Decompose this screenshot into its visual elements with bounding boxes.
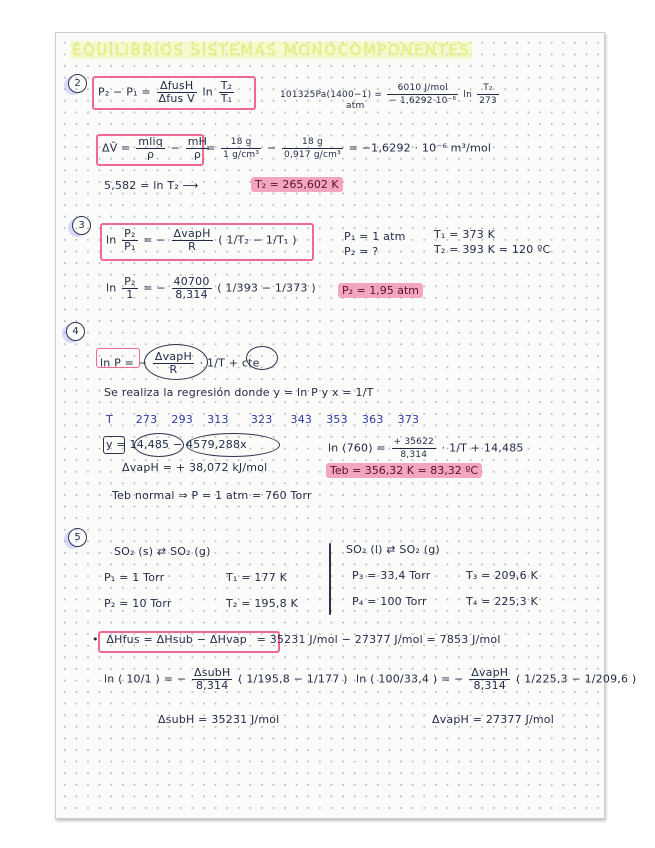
section-5-dvap-result: ΔvapH = 27377 J/mol [432, 713, 554, 726]
section-4-lnp-box [96, 348, 140, 368]
section-4-intercept-oval [134, 433, 184, 457]
section-5-p1: P₁ = 1 Torr [104, 571, 165, 584]
section-3-p2: P₂ = ? [344, 245, 379, 258]
section-5-t3: T₃ = 209,6 K [466, 569, 538, 582]
section-2-final: 5,582 = ln T₂ ⟶ [104, 179, 199, 192]
section-4-slope-oval [144, 344, 208, 380]
section-2-atm-unit: atm [346, 101, 365, 111]
section-5-left-reaction: SO₂ (s) ⇄ SO₂ (g) [114, 545, 211, 558]
section-5-t4: T₄ = 225,3 K [466, 595, 538, 608]
section-5-right-reaction: SO₂ (l) ⇄ SO₂ (g) [346, 543, 440, 556]
section-5-left-calc: ln ( 10/1 ) = − $\frac{\text{ΔsubH}}{8,314}$ ( 1/195,8 − 1/177 ) [104, 666, 348, 692]
section-4-regression-text: Se realiza la regresión donde y = ln P y x = 1/T [104, 386, 374, 399]
section-2-formula: P₂ − P₁ = $\frac{\text{ΔfusH}}{\text{Δfus V̄}}$ ln $\frac{\text{T₂}}{\text{T₁}}$ [98, 79, 233, 105]
section-5-number: 5 [68, 528, 87, 547]
section-4-y-box [103, 436, 125, 454]
page-title: EQUILIBRIOS SISTEMAS MONOCOMPONENTES [72, 41, 471, 59]
section-4-number: 4 [66, 322, 85, 341]
section-2-calculation: 101325Pa(1400−1) = $\frac{\text{6010 J/mol}}{\text{− 1,6292·10⁻⁶}}$ ln $\frac{\text{T₂}}{273}$ [280, 83, 497, 106]
section-4-regression-line: y = 14,485 − 4579,288x [106, 438, 247, 451]
section-4-slope-value-oval [186, 433, 280, 457]
section-5-p2: P₂ = 10 Torr [104, 597, 172, 610]
section-4-teb-highlight: Teb = 356,32 K = 83,32 ºC [326, 463, 482, 478]
section-3-number: 3 [72, 216, 91, 235]
section-5-p4: P₄ = 100 Torr [352, 595, 427, 608]
section-5-dhfus: • ΔHfus = ΔHsub − ΔHvap = 35231 J/mol − 27377 J/mol = 7853 J/mol [92, 633, 501, 646]
section-3-formula: ln $\frac{\text{P₂}}{\text{P₁}}$ = − $\frac{\text{ΔvapH}}{R}$ ( 1/T₂ − 1/T₁ ) [106, 227, 297, 253]
section-4-temperature-row: T 273 293 313 323 343 353 363 373 [106, 413, 420, 426]
section-5-p3: P₃ = 33,4 Torr [352, 569, 431, 582]
section-4-teb-normal: Teb normal ⇒ P = 1 atm = 760 Torr [112, 489, 312, 502]
section-3-t2: T₂ = 393 K = 120 ºC [434, 243, 551, 256]
section-2-number: 2 [68, 74, 87, 93]
section-5-t1: T₁ = 177 K [226, 571, 288, 584]
section-4-formula: ln P = − $\frac{\text{ΔvapH}}{R}$ · 1/T + cte [100, 350, 260, 376]
section-5-divider [329, 543, 331, 615]
section-2-result-highlight: T₂ = 265,602 K [251, 177, 343, 192]
notebook-page [55, 32, 637, 819]
section-5-dsub-result: ΔsubH = 35231 J/mol [158, 713, 280, 726]
section-5-right-calc: ln ( 100/33,4 ) = − $\frac{\text{ΔvapH}}{8,314}$ ( 1/225,3 − 1/209,6 ) [356, 666, 637, 692]
section-3-p1: P₁ = 1 atm [344, 230, 406, 243]
section-2-volume-values: = $\frac{18 g}{\text{1 g/cm³}}$ − $\frac{18 g}{\text{0,917 g/cm³}}$ = −1,6292 · 10⁻⁶ m³/mol [206, 137, 492, 160]
section-3-result-highlight: P₂ = 1,95 atm [338, 283, 423, 298]
section-4-ln760: ln (760) = $\frac{+ 35622}{8,314}$ · 1/T + 14,485 [328, 437, 524, 460]
section-4-dvap: ΔvapH = + 38,072 kJ/mol [122, 461, 268, 474]
section-4-cte-oval [246, 346, 278, 370]
section-3-t1: T₁ = 373 K [434, 228, 496, 241]
section-2-volume-formula: ΔV̄ = $\frac{\text{mliq}}{\rho}$ − $\frac{mH}{\rho}$ [102, 135, 208, 161]
section-3-calculation: ln $\frac{\text{P₂}}{1}$ = − $\frac{40700}{8,314}$ ( 1/393 − 1/373 ) [106, 275, 316, 301]
section-5-t2: T₂ = 195,8 K [226, 597, 298, 610]
